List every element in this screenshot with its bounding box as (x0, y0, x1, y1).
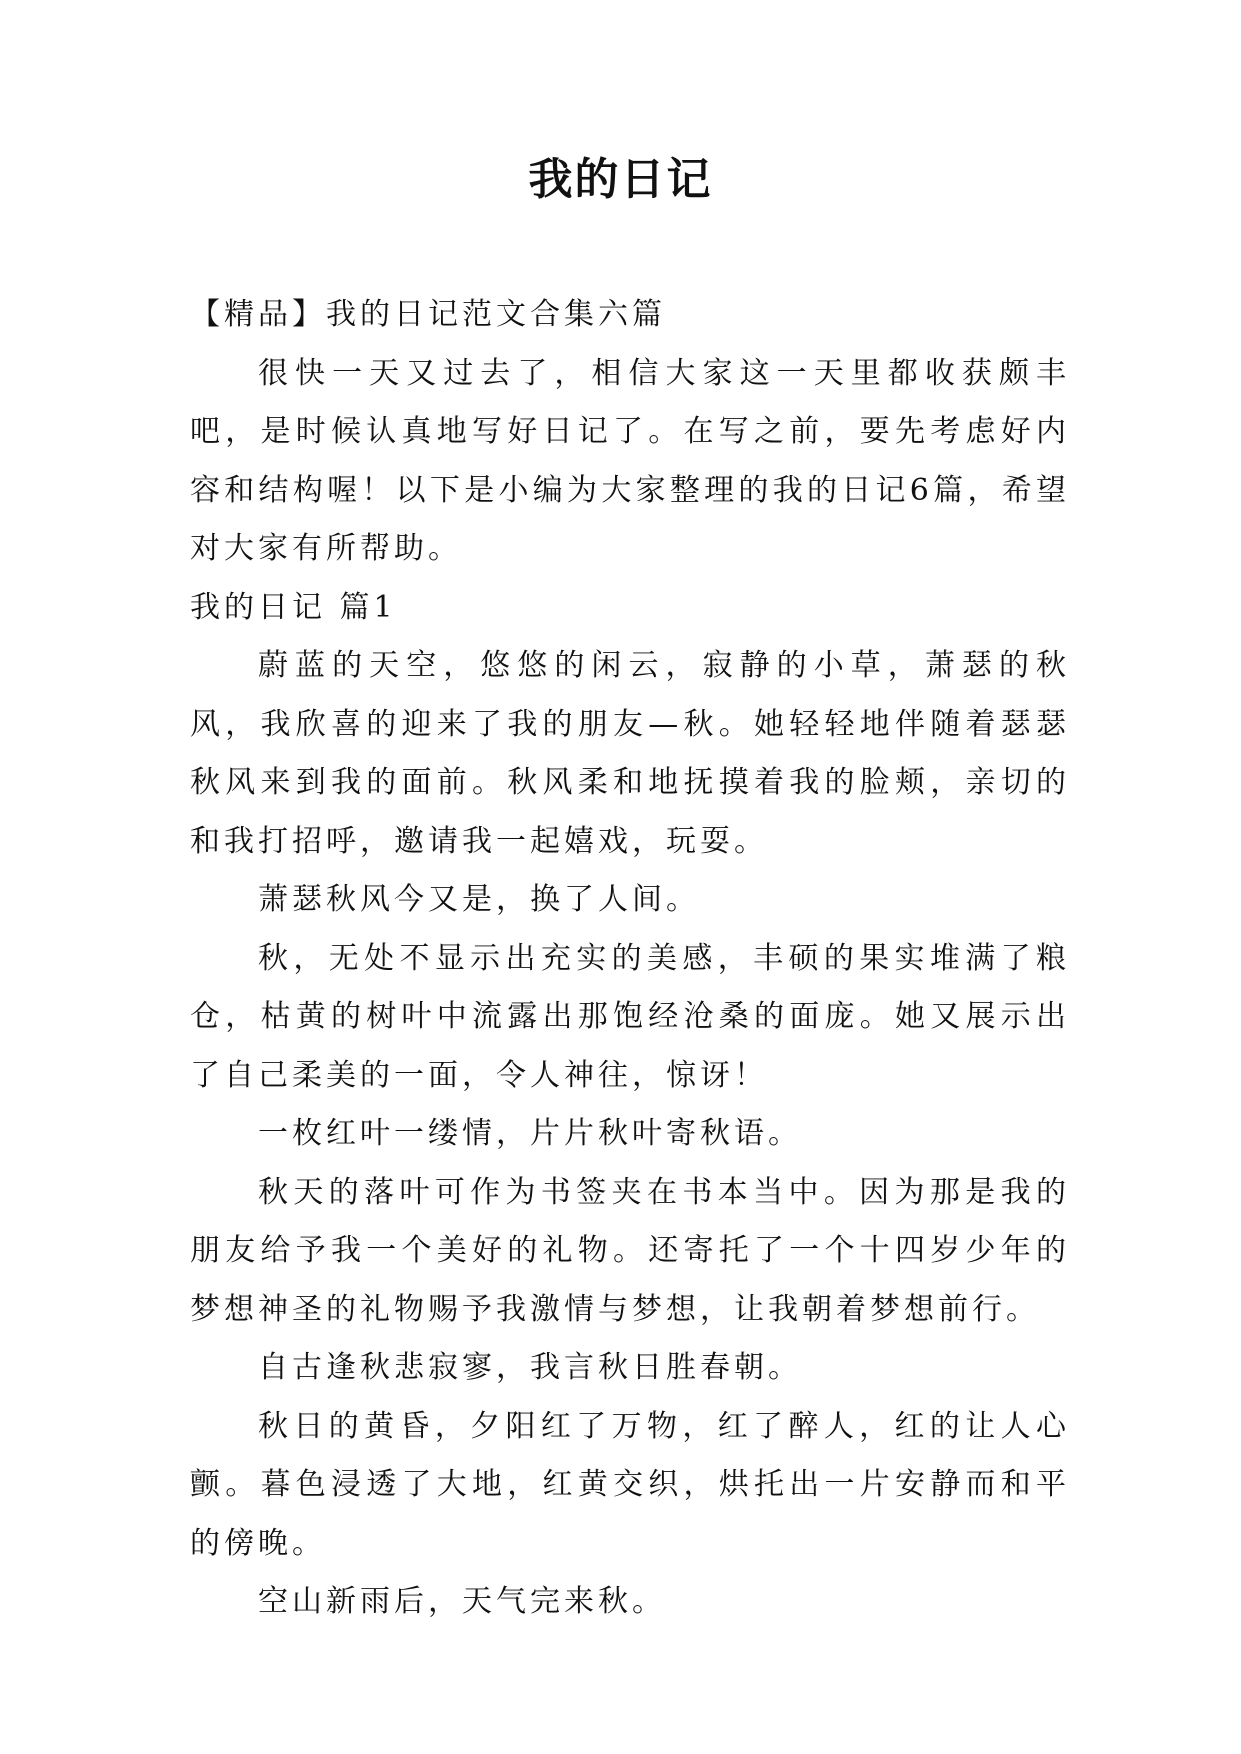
body-paragraph: 空山新雨后，天气完来秋。 (258, 1584, 666, 1619)
document-body (190, 286, 1070, 1632)
body-paragraph: 萧瑟秋风今又是，换了人间。 (258, 882, 700, 917)
document-title: 我的日记 (528, 154, 713, 205)
section-heading: 我的日记 篇1 (190, 589, 397, 625)
body-paragraph: 自古逢秋悲寂寥，我言秋日胜春朝。 (258, 1350, 802, 1385)
body-paragraph: 秋天的落叶可作为书签夹在书本当中。因为那是我的朋友给予我一个美好的礼物。还寄托了一个十四岁少年的梦想神圣的礼物赐予我激情与梦想，让我朝着梦想前行。 (190, 1174, 1070, 1327)
body-paragraph: 秋日的黄昏，夕阳红了万物，红了醉人，红的让人心颤。暮色浸透了大地，红黄交织，烘托出一片安静而和平的傍晚。 (190, 1408, 1070, 1561)
body-paragraph: 一枚红叶一缕情，片片秋叶寄秋语。 (258, 1116, 802, 1151)
body-paragraph: 蔚蓝的天空，悠悠的闲云，寂静的小草，萧瑟的秋风，我欣喜的迎来了我的朋友—秋。她轻轻地伴随着瑟瑟秋风来到我的面前。秋风柔和地抚摸着我的脸颊，亲切的和我打招呼，邀请我一起嬉戏，玩耍。 (190, 648, 1070, 859)
intro-paragraph: 很快一天又过去了，相信大家这一天里都收获颇丰吧，是时候认真地写好日记了。在写之前，要先考虑好内容和结构喔！以下是小编为大家整理的我的日记6篇，希望对大家有所帮助。 (190, 355, 1070, 566)
collection-heading: 【精品】我的日记范文合集六篇 (190, 297, 666, 332)
body-paragraph: 秋，无处不显示出充实的美感，丰硕的果实堆满了粮仓，枯黄的树叶中流露出那饱经沧桑的面庞。她又展示出了自己柔美的一面，令人神往，惊讶！ (190, 940, 1070, 1093)
